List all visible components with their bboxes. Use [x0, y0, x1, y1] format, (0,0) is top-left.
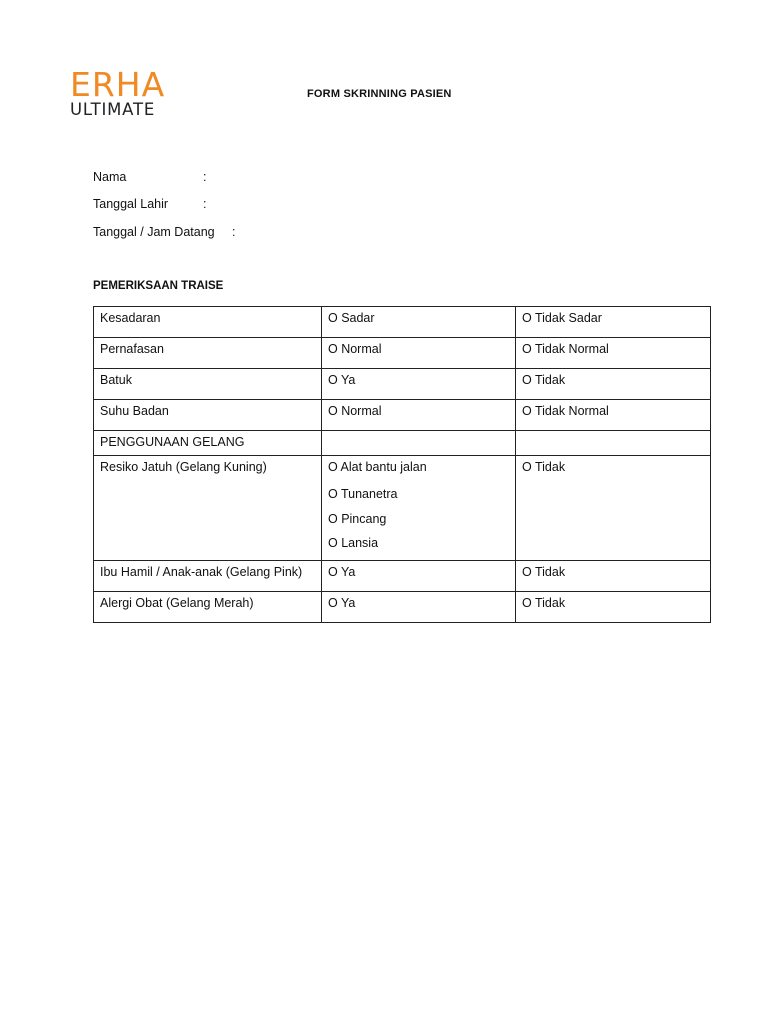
table-row: [94, 369, 711, 400]
field-label: Tanggal Lahir: [93, 197, 169, 211]
table-row: [94, 400, 711, 431]
criteria-cell: Resiko Jatuh (Gelang Kuning): [94, 456, 322, 561]
field-label: Nama: [93, 170, 127, 184]
option-a-cell: [322, 400, 516, 431]
criteria-cell: PENGGUNAAN GELANG: [94, 431, 322, 456]
triase-table: [93, 306, 711, 623]
option-a-cell: [322, 456, 516, 561]
option-a-cell: [322, 431, 516, 456]
criteria-cell: Batuk: [94, 369, 322, 400]
option-b-cell: O Tidak: [516, 591, 711, 622]
field-colon: :: [203, 197, 207, 211]
option-a-item: O Pincang: [328, 511, 387, 526]
option-b-cell: O Tidak: [516, 369, 711, 400]
field-colon: :: [232, 225, 236, 239]
option-a-item: O Normal: [328, 342, 382, 356]
criteria-cell: Kesadaran: [94, 307, 322, 338]
field-label: Tanggal / Jam Datang: [93, 225, 215, 239]
option-b-cell: O Tidak: [516, 560, 711, 591]
table-row: [94, 591, 711, 622]
section-heading: PEMERIKSAAN TRAISE: [93, 280, 224, 292]
option-b-cell: O Tidak Normal: [516, 338, 711, 369]
erha-ultimate-logo: [70, 65, 180, 119]
criteria-cell: Alergi Obat (Gelang Merah): [94, 591, 322, 622]
option-b-cell: O Tidak: [516, 456, 711, 561]
table-row: [94, 456, 711, 561]
option-b-cell: O Tidak Sadar: [516, 307, 711, 338]
option-a-cell: [322, 591, 516, 622]
option-a-item: O Normal: [328, 404, 382, 418]
option-a-item: O Sadar: [328, 311, 375, 325]
option-a-item: O Alat bantu jalan: [328, 460, 427, 474]
table-row: [94, 307, 711, 338]
criteria-cell: Ibu Hamil / Anak-anak (Gelang Pink): [94, 560, 322, 591]
option-b-cell: [516, 431, 711, 456]
field-nama: [93, 170, 207, 184]
logo-sub-text: ULTIMATE: [70, 100, 156, 119]
table-row: [94, 431, 711, 456]
form-title: FORM SKRINNING PASIEN: [307, 88, 452, 100]
option-a-cell: [322, 307, 516, 338]
option-a-cell: [322, 369, 516, 400]
field-tanggal-lahir: [93, 197, 207, 211]
table-row: [94, 338, 711, 369]
triase-table-body: [94, 307, 711, 623]
option-a-cell: [322, 338, 516, 369]
option-a-cell: [322, 560, 516, 591]
criteria-cell: Pernafasan: [94, 338, 322, 369]
option-a-item: O Ya: [328, 564, 356, 579]
option-a-item: O Tunanetra: [328, 487, 398, 501]
option-a-item: O Ya: [328, 595, 356, 610]
field-colon: :: [203, 170, 207, 184]
option-b-cell: O Tidak Normal: [516, 400, 711, 431]
option-a-item: O Lansia: [328, 536, 379, 550]
field-tanggal-jam-datang: [93, 225, 236, 239]
table-row: [94, 560, 711, 591]
option-a-item: O Ya: [328, 373, 356, 387]
criteria-cell: Suhu Badan: [94, 400, 322, 431]
logo-brand-text: ERHA: [70, 65, 166, 104]
